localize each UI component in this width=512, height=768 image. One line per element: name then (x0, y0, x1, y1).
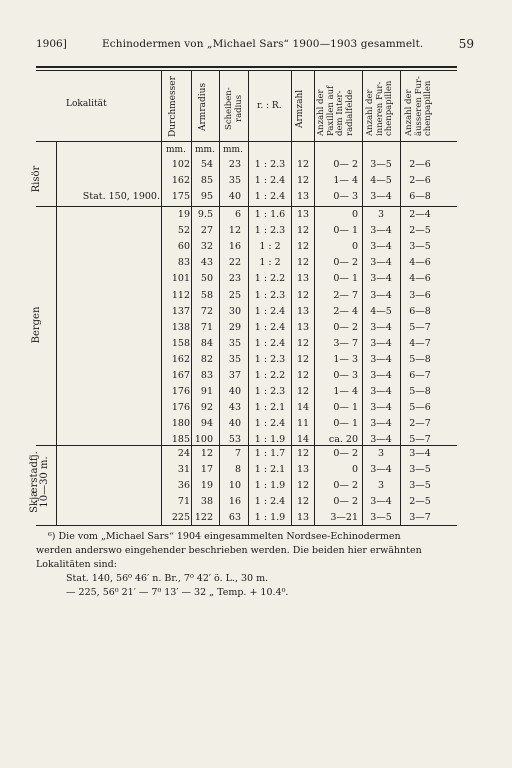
table-cell-a: 82 (200, 353, 213, 365)
table-cell-s: 53 (228, 434, 241, 446)
table-cell-inn: 3—5 (370, 512, 392, 524)
table-cell-d: 175 (171, 191, 190, 203)
table-cell-arm: 13 (296, 512, 310, 524)
table-cell-pax: 0 (351, 241, 358, 253)
table-cell-pax: 0— 1 (333, 402, 358, 414)
table-cell-a: 50 (200, 273, 213, 285)
table-cell-a: 92 (200, 402, 213, 414)
table-cell-pax: ca. 20 (328, 434, 358, 446)
table-cell-a: 85 (200, 175, 213, 187)
group-label-risor: Risör (31, 165, 42, 193)
table-cell-s: 8 (234, 464, 241, 476)
table-cell-arm: 14 (296, 402, 310, 414)
table-cell-inn: 3—4 (370, 191, 392, 203)
table-cell-pax: 0— 2 (333, 448, 358, 459)
table-cell-a: 27 (200, 225, 213, 237)
group-sublabel-skjaerstad: 10—30 m. (39, 456, 50, 508)
table-cell-inn: 3—4 (370, 337, 392, 349)
table-cell-arm: 12 (296, 496, 310, 508)
table-cell-a: 32 (200, 241, 213, 253)
table-cell-pax: 2— 4 (333, 305, 358, 317)
table-cell-ratio: 1 : 2 (259, 241, 281, 253)
table-cell-aus: 6—8 (409, 305, 431, 317)
table-cell-aus: 3—5 (409, 480, 431, 492)
table-cell-inn: 3—4 (370, 418, 392, 430)
table-cell-a: 122 (194, 512, 213, 524)
table-cell-pax: 0 (351, 209, 358, 220)
table-cell-a: 58 (200, 289, 213, 301)
table-cell-loc: Stat. 150, 1900. (82, 191, 160, 203)
table-cell-pax: 0— 2 (333, 159, 358, 170)
unit-d: mm. (166, 145, 186, 155)
table-cell-arm: 12 (296, 159, 310, 170)
page-number: 59 (458, 37, 474, 51)
table-cell-inn: 3—4 (370, 386, 392, 398)
column-ausseren: Anzahl der äusseren Fur- chenpapillen (404, 76, 433, 136)
table-cell-a: 71 (200, 321, 213, 333)
table-cell-inn: 3—5 (370, 159, 392, 170)
table-cell-ratio: 1 : 2.4 (254, 418, 286, 430)
column-scheibenradius: Scheiben- radius (224, 87, 244, 130)
table-cell-d: 176 (171, 402, 190, 414)
column-armzahl: Armzahl (295, 89, 305, 128)
table-cell-a: 94 (200, 418, 213, 430)
table-cell-arm: 13 (296, 209, 310, 220)
table-cell-d: 36 (177, 480, 190, 492)
table-cell-ratio: 1 : 2.4 (254, 305, 286, 317)
table-cell-ratio: 1 : 2 (259, 257, 281, 269)
table-cell-s: 6 (234, 209, 241, 220)
table-cell-arm: 14 (296, 434, 310, 446)
table-cell-d: 71 (177, 496, 190, 508)
group-label-skjaerstad: Skjærstadfj. (29, 451, 40, 513)
table-cell-s: 10 (228, 480, 241, 492)
table-cell-s: 7 (234, 448, 241, 459)
table-cell-pax: 0 (351, 464, 358, 476)
table-cell-pax: 0— 2 (333, 257, 358, 269)
table-cell-s: 16 (228, 241, 241, 253)
column-inneren: Anzahl der inneren Fur- chenpapillen (365, 80, 394, 136)
table-cell-pax: 0— 2 (333, 321, 358, 333)
table-cell-arm: 12 (296, 225, 310, 237)
table-cell-inn: 3—4 (370, 273, 392, 285)
table-cell-a: 19 (200, 480, 213, 492)
table-cell-s: 25 (228, 289, 241, 301)
table-cell-ratio: 1 : 2.4 (254, 191, 286, 203)
table-cell-inn: 3—4 (370, 289, 392, 301)
table-cell-a: 12 (200, 448, 213, 459)
table-cell-pax: 0— 1 (333, 225, 358, 237)
table-cell-s: 29 (228, 321, 241, 333)
table-cell-a: 83 (200, 370, 213, 381)
table-cell-arm: 12 (296, 353, 310, 365)
table-cell-a: 84 (200, 337, 213, 349)
table-cell-d: 225 (171, 512, 190, 524)
table-cell-aus: 2—6 (409, 175, 431, 187)
table-cell-d: 19 (177, 209, 190, 220)
table-cell-aus: 3—5 (409, 464, 431, 476)
table-cell-a: 54 (200, 159, 213, 170)
table-cell-d: 101 (171, 273, 190, 285)
table-cell-arm: 12 (296, 480, 310, 492)
table-cell-s: 63 (228, 512, 241, 524)
table-cell-s: 12 (228, 225, 241, 237)
table-cell-a: 95 (200, 191, 213, 203)
table-cell-d: 83 (177, 257, 190, 269)
table-cell-aus: 2—7 (409, 418, 431, 430)
table-cell-ratio: 1 : 2.3 (254, 386, 286, 398)
table-cell-inn: 4—5 (370, 175, 392, 187)
table-cell-ratio: 1 : 2.4 (254, 321, 286, 333)
table-cell-d: 180 (171, 418, 190, 430)
table-cell-aus: 2—5 (409, 225, 431, 237)
group-label-bergen: Bergen (31, 306, 42, 344)
table-cell-s: 40 (228, 191, 241, 203)
table-cell-ratio: 1 : 1.9 (254, 480, 286, 492)
table-cell-arm: 12 (296, 257, 310, 269)
table-cell-aus: 3—4 (409, 448, 431, 459)
table-cell-ratio: 1 : 2.1 (254, 402, 286, 414)
table-cell-ratio: 1 : 2.4 (254, 175, 286, 187)
table-cell-pax: 0— 1 (333, 418, 358, 430)
table-cell-aus: 5—6 (409, 402, 431, 414)
table-cell-arm: 12 (296, 370, 310, 381)
column-armradius: Armradius (198, 82, 208, 131)
table-cell-d: 102 (171, 159, 190, 170)
group-rule (36, 206, 457, 207)
table-cell-d: 60 (177, 241, 190, 253)
footnote-line: Stat. 140, 56⁰ 46′ n. Br., 7⁰ 42′ ö. L., 30 m. (66, 573, 269, 584)
table-cell-ratio: 1 : 1.6 (254, 209, 286, 220)
table-cell-aus: 6—8 (409, 191, 431, 203)
table-cell-arm: 12 (296, 175, 310, 187)
table-cell-s: 40 (228, 418, 241, 430)
table-cell-inn: 3—4 (370, 257, 392, 269)
table-cell-a: 91 (200, 386, 213, 398)
table-cell-arm: 13 (296, 305, 310, 317)
footnote-line: ⁶) Die vom „Michael Sars“ 1904 eingesammelten Nordsee-Echinodermen (48, 531, 401, 542)
table-cell-ratio: 1 : 2.3 (254, 353, 286, 365)
table-cell-inn: 3—4 (370, 434, 392, 446)
table-cell-s: 40 (228, 386, 241, 398)
table-cell-a: 100 (194, 434, 213, 446)
table-cell-pax: 1— 4 (333, 175, 358, 187)
table-cell-pax: 0— 3 (333, 191, 358, 203)
table-cell-d: 167 (171, 370, 190, 381)
table-cell-inn: 3—4 (370, 241, 392, 253)
table-cell-aus: 3—6 (409, 289, 431, 301)
table-cell-ratio: 1 : 2.4 (254, 496, 286, 508)
header-rule (36, 141, 457, 142)
vrule (56, 141, 57, 525)
table-cell-ratio: 1 : 1.7 (254, 448, 286, 459)
unit-a: mm. (195, 145, 215, 155)
table-cell-ratio: 1 : 2.3 (254, 289, 286, 301)
table-cell-inn: 3 (377, 480, 385, 492)
table-cell-arm: 12 (296, 241, 310, 253)
table-cell-d: 162 (171, 353, 190, 365)
table-cell-pax: 3—21 (330, 512, 358, 524)
table-cell-aus: 2—5 (409, 496, 431, 508)
table-cell-ratio: 1 : 2.2 (254, 370, 286, 381)
table-cell-s: 35 (228, 337, 241, 349)
table-cell-inn: 3—4 (370, 464, 392, 476)
table-cell-ratio: 1 : 2.2 (254, 273, 286, 285)
table-cell-pax: 0— 2 (333, 496, 358, 508)
table-cell-aus: 5—8 (409, 353, 431, 365)
table-cell-arm: 13 (296, 191, 310, 203)
table-cell-a: 9.5 (197, 209, 213, 220)
unit-s: mm. (223, 145, 243, 155)
table-cell-s: 35 (228, 353, 241, 365)
column-durchmesser: Durchmesser (168, 76, 178, 137)
table-cell-ratio: 1 : 2.3 (254, 159, 286, 170)
header-title: Echinodermen von „Michael Sars“ 1900—1903 gesammelt. (102, 38, 424, 50)
table-cell-aus: 2—4 (409, 209, 431, 220)
table-cell-inn: 3—4 (370, 353, 392, 365)
table-cell-pax: 2— 7 (333, 289, 358, 301)
table-cell-pax: 0— 2 (333, 480, 358, 492)
table-cell-ratio: 1 : 2.4 (254, 337, 286, 349)
table-cell-d: 185 (171, 434, 190, 446)
table-cell-inn: 3—4 (370, 496, 392, 508)
table-cell-d: 52 (177, 225, 190, 237)
table-cell-a: 43 (200, 257, 213, 269)
table-cell-s: 35 (228, 175, 241, 187)
table-cell-aus: 3—7 (409, 512, 431, 524)
column-paxillen: Anzahl der Paxillen auf dem Inter- radialfelde (316, 85, 355, 136)
table-cell-aus: 2—6 (409, 159, 431, 170)
table-cell-pax: 0— 3 (333, 370, 358, 381)
table-cell-d: 162 (171, 175, 190, 187)
table-cell-inn: 3—4 (370, 370, 392, 381)
table-cell-d: 31 (177, 464, 190, 476)
table-cell-ratio: 1 : 1.9 (254, 512, 286, 524)
table-cell-s: 23 (228, 159, 241, 170)
table-cell-inn: 3 (377, 209, 385, 220)
table-cell-s: 16 (228, 496, 241, 508)
table-cell-arm: 12 (296, 337, 310, 349)
table-cell-d: 24 (177, 448, 190, 459)
table-cell-d: 137 (171, 305, 190, 317)
top-rule-thin (36, 70, 457, 71)
table-cell-pax: 3— 7 (333, 337, 358, 349)
table-cell-arm: 13 (296, 273, 310, 285)
table-cell-s: 22 (228, 257, 241, 269)
table-cell-aus: 5—7 (409, 321, 431, 333)
table-cell-inn: 3—4 (370, 402, 392, 414)
table-cell-a: 38 (200, 496, 213, 508)
table-cell-arm: 13 (296, 321, 310, 333)
table-cell-a: 17 (200, 464, 213, 476)
table-cell-aus: 5—7 (409, 434, 431, 446)
table-cell-ratio: 1 : 2.1 (254, 464, 286, 476)
table-cell-d: 138 (171, 321, 190, 333)
column-ratio: r. : R. (257, 101, 282, 111)
table-cell-arm: 12 (296, 386, 310, 398)
table-cell-d: 158 (171, 337, 190, 349)
table-cell-arm: 13 (296, 464, 310, 476)
table-cell-a: 72 (200, 305, 213, 317)
table-cell-inn: 3—4 (370, 321, 392, 333)
bottom-rule (36, 525, 457, 526)
table-cell-arm: 12 (296, 289, 310, 301)
table-cell-inn: 3—4 (370, 225, 392, 237)
footnote-line: Lokalitäten sind: (36, 559, 117, 570)
table-cell-arm: 12 (296, 448, 310, 459)
table-cell-inn: 3 (377, 448, 385, 459)
table-cell-aus: 3—5 (409, 241, 431, 253)
table-cell-aus: 4—6 (409, 257, 431, 269)
table-cell-pax: 0— 1 (333, 273, 358, 285)
table-cell-arm: 11 (296, 418, 310, 430)
table-cell-inn: 4—5 (370, 305, 392, 317)
table-cell-ratio: 1 : 2.3 (254, 225, 286, 237)
header-year: 1906] (36, 38, 67, 50)
table-cell-s: 37 (228, 370, 241, 381)
table-cell-s: 30 (228, 305, 241, 317)
table-cell-aus: 5—8 (409, 386, 431, 398)
footnote-line: — 225, 56⁰ 21′ — 7⁰ 13′ — 32 „ Temp. + 10.4⁰. (66, 587, 289, 598)
column-lokalitat: Lokalität (66, 99, 107, 109)
table-cell-aus: 6—7 (409, 370, 431, 381)
footnote-line: werden anderswo eingehender beschrieben werden. Die beiden hier erwähnten (36, 545, 422, 556)
table-cell-aus: 4—6 (409, 273, 431, 285)
table-cell-d: 176 (171, 386, 190, 398)
table-cell-s: 23 (228, 273, 241, 285)
table-cell-pax: 1— 4 (333, 386, 358, 398)
table-cell-s: 43 (228, 402, 241, 414)
top-rule (36, 66, 457, 68)
table-cell-ratio: 1 : 1.9 (254, 434, 286, 446)
table-cell-aus: 4—7 (409, 337, 431, 349)
table-cell-pax: 1— 3 (333, 353, 358, 365)
table-cell-d: 112 (171, 289, 190, 301)
running-header (36, 37, 474, 52)
